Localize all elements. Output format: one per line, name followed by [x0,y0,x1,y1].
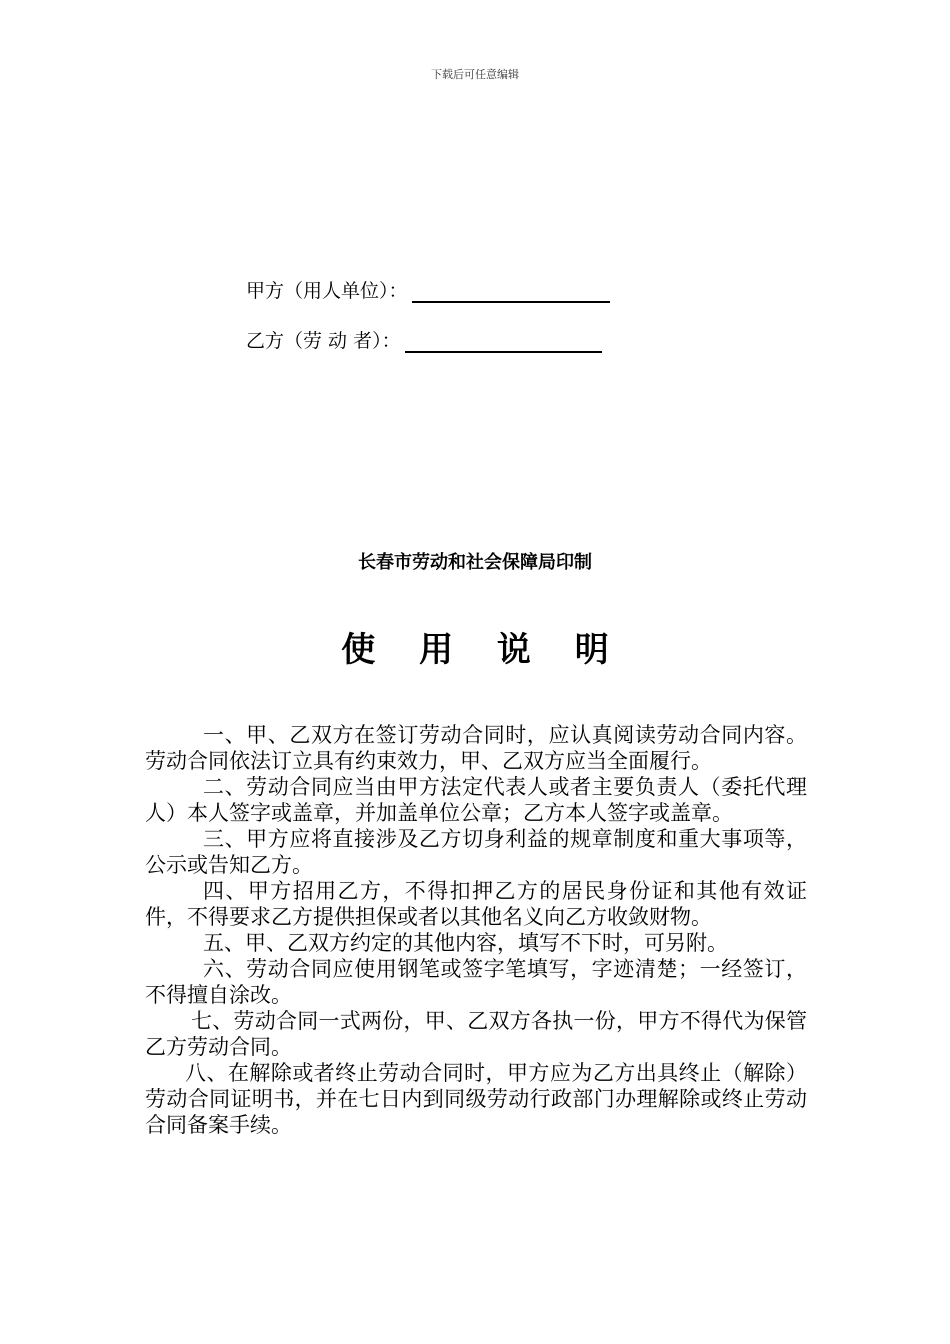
instruction-item: 八、在解除或者终止劳动合同时，甲方应为乙方出具终止（解除）劳动合同证明书，并在七日内到同级劳动行政部门办理解除或终止劳动合同备案手续。 [145,1061,807,1137]
instruction-item: 三、甲方应将直接涉及乙方切身利益的规章制度和重大事项等，公示或告知乙方。 [145,827,807,877]
instruction-item: 七、劳动合同一式两份，甲、乙双方各执一份，甲方不得代为保管乙方劳动合同。 [145,1009,807,1059]
party-a-label: 甲方（用人单位）： [246,280,408,302]
header-note: 下载后可任意编辑 [431,68,519,81]
party-b-line [246,326,602,353]
instruction-item: 二、劳动合同应当由甲方法定代表人或者主要负责人（委托代理人）本人签字或盖章，并加盖单位公章；乙方本人签字或盖章。 [145,775,807,825]
party-b-blank-field[interactable] [405,331,602,353]
instruction-item: 五、甲、乙双方约定的其他内容，填写不下时，可另附。 [203,931,728,955]
instruction-item: 一、甲、乙双方在签订劳动合同时，应认真阅读劳动合同内容。劳动合同依法订立具有约束效力，甲、乙双方应当全面履行。 [145,723,807,773]
party-b-label: 乙方（劳 动 者）： [246,330,401,352]
instruction-item: 六、劳动合同应使用钢笔或签字笔填写，字迹清楚；一经签订，不得擅自涂改。 [145,957,807,1007]
instruction-item: 四、甲方招用乙方，不得扣押乙方的居民身份证和其他有效证件，不得要求乙方提供担保或者以其他名义向乙方收敛财物。 [145,879,807,929]
party-a-blank-field[interactable] [412,281,610,303]
printed-by: 长春市劳动和社会保障局印制 [358,552,592,573]
party-a-line [246,276,610,303]
document-title: 使 用 说 明 [341,630,625,670]
instructions-section [145,722,807,1138]
